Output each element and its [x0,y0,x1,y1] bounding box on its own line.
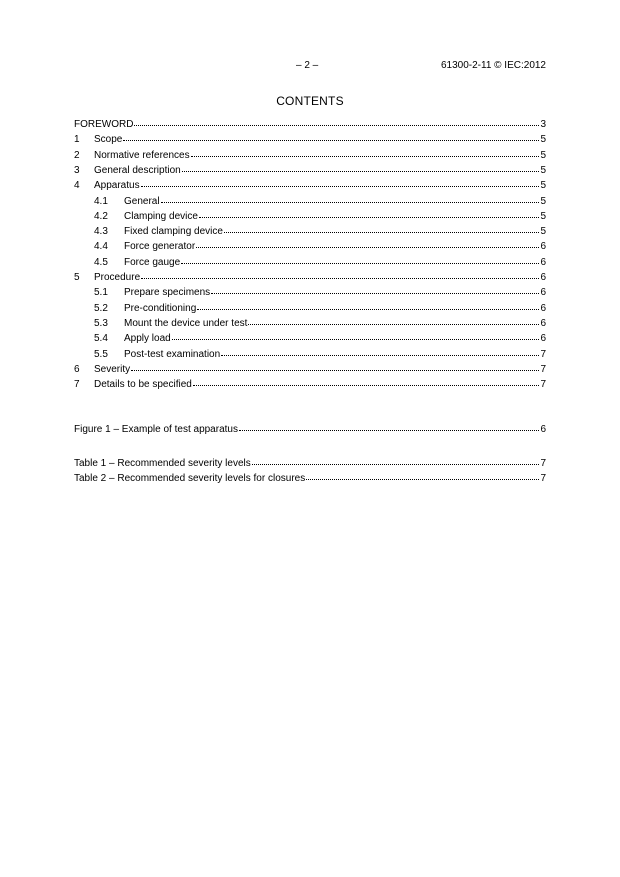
page-title: CONTENTS [276,94,344,108]
toc-entry[interactable] [94,240,546,254]
toc-entry-number: 4 [74,180,80,192]
dot-leader [181,263,539,264]
toc-entry-number: 1 [74,134,80,146]
dot-leader [134,125,539,126]
toc-entry[interactable] [94,317,546,331]
toc-entry-page: 7 [540,458,546,469]
table-entry[interactable] [74,472,546,486]
toc-entry-page: 7 [540,379,546,391]
toc-entry-label: General description [94,164,181,176]
toc-entry-label: Post-test examination [124,348,221,360]
toc-entry-label: Force generator [124,241,196,253]
toc-entry-label: Procedure [94,272,141,283]
toc-entry-page: 5 [540,210,546,222]
toc-entry-number: 5.5 [94,348,108,360]
toc-entry-page: 3 [540,119,546,130]
toc-entry-number: 3 [74,164,80,176]
toc-entry-label: Normative references [94,149,190,161]
toc-entry-number: 4.3 [94,226,108,238]
toc-entry-page: 6 [540,424,546,435]
toc-entry-page: 5 [540,149,546,161]
toc-entry-label: Apply load [124,333,171,345]
dot-leader [239,430,539,431]
figure-entry[interactable] [74,423,546,437]
toc-entry-number: 2 [74,149,80,161]
toc-entry-label: Clamping device [124,210,198,222]
toc-entry-label: Table 2 – Recommended severity levels for closures [74,473,306,485]
toc-entry[interactable] [94,225,546,239]
toc-entry-page: 6 [540,302,546,314]
page-header [0,60,620,74]
toc-entry[interactable] [74,149,546,163]
dot-leader [197,309,539,310]
toc-entry-label: Pre-conditioning [124,302,197,314]
toc-entry[interactable] [94,348,546,362]
toc-entry-number: 5.4 [94,333,108,345]
toc-entry[interactable] [74,378,546,392]
toc-entry[interactable] [94,302,546,316]
page-number: – 2 – [296,60,319,71]
toc-entry-label: Prepare specimens [124,287,211,299]
document-reference: 61300-2-11 © IEC:2012 [440,60,546,71]
dot-leader [182,171,540,172]
toc-entry[interactable] [94,195,546,209]
toc-entry-label: Severity [94,363,131,375]
toc-entry[interactable] [94,332,546,346]
toc-entry-number: 5 [74,272,80,283]
dot-leader [252,464,540,465]
toc-entry-number: 4.4 [94,241,108,253]
toc-entry-number: 5.2 [94,302,108,314]
dot-leader [248,324,539,325]
toc-entry-page: 7 [540,473,546,485]
dot-leader [141,278,539,279]
toc-entry-page: 6 [540,272,546,283]
toc-entry-page: 5 [540,134,546,146]
dot-leader [196,247,539,248]
toc-entry-page: 7 [540,363,546,375]
toc-entry-label: Table 1 – Recommended severity levels [74,458,251,469]
dot-leader [131,370,539,371]
dot-leader [193,385,540,386]
dot-leader [306,479,539,480]
dot-leader [221,355,539,356]
dot-leader [161,202,540,203]
toc-entry-page: 5 [540,180,546,192]
toc-entry[interactable] [74,179,546,193]
dot-leader [123,140,539,141]
toc-entry-label: Fixed clamping device [124,226,223,238]
dot-leader [199,217,540,218]
dot-leader [172,339,540,340]
dot-leader [211,293,539,294]
toc-entry[interactable] [74,271,546,285]
toc-entry-page: 5 [540,164,546,176]
toc-entry[interactable] [74,118,546,132]
toc-entry-page: 6 [540,317,546,329]
toc-entry-number: 5.1 [94,287,108,299]
toc-entry-label: Mount the device under test [124,317,248,329]
toc-entry-number: 5.3 [94,317,108,329]
toc-entry-label: FOREWORD [74,119,134,130]
dot-leader [191,156,540,157]
toc-entry-label: General [124,195,160,207]
toc-entry-page: 5 [540,226,546,238]
toc-entry-number: 4.2 [94,210,108,222]
toc-entry-number: 4.1 [94,195,108,207]
toc-entry-page: 6 [540,256,546,268]
toc-entry[interactable] [74,164,546,178]
toc-entry-page: 5 [540,195,546,207]
toc-entry-label: Figure 1 – Example of test apparatus [74,424,238,435]
toc-entry[interactable] [74,363,546,377]
toc-entry[interactable] [94,210,546,224]
table-entry[interactable] [74,457,546,471]
dot-leader [224,232,540,233]
toc-entry-page: 6 [540,333,546,345]
toc-entry-page: 7 [540,348,546,360]
toc-entry[interactable] [94,286,546,300]
toc-entry-label: Scope [94,134,123,146]
toc-entry-page: 6 [540,287,546,299]
toc-entry[interactable] [74,133,546,147]
toc-entry-label: Force gauge [124,256,181,268]
toc-entry-label: Details to be specified [94,379,192,391]
toc-entry-label: Apparatus [94,180,140,192]
dot-leader [141,186,540,187]
toc-entry-page: 6 [540,241,546,253]
toc-entry[interactable] [94,256,546,270]
toc-entry-number: 7 [74,379,80,391]
toc-entry-number: 6 [74,363,80,375]
toc-entry-number: 4.5 [94,256,108,268]
